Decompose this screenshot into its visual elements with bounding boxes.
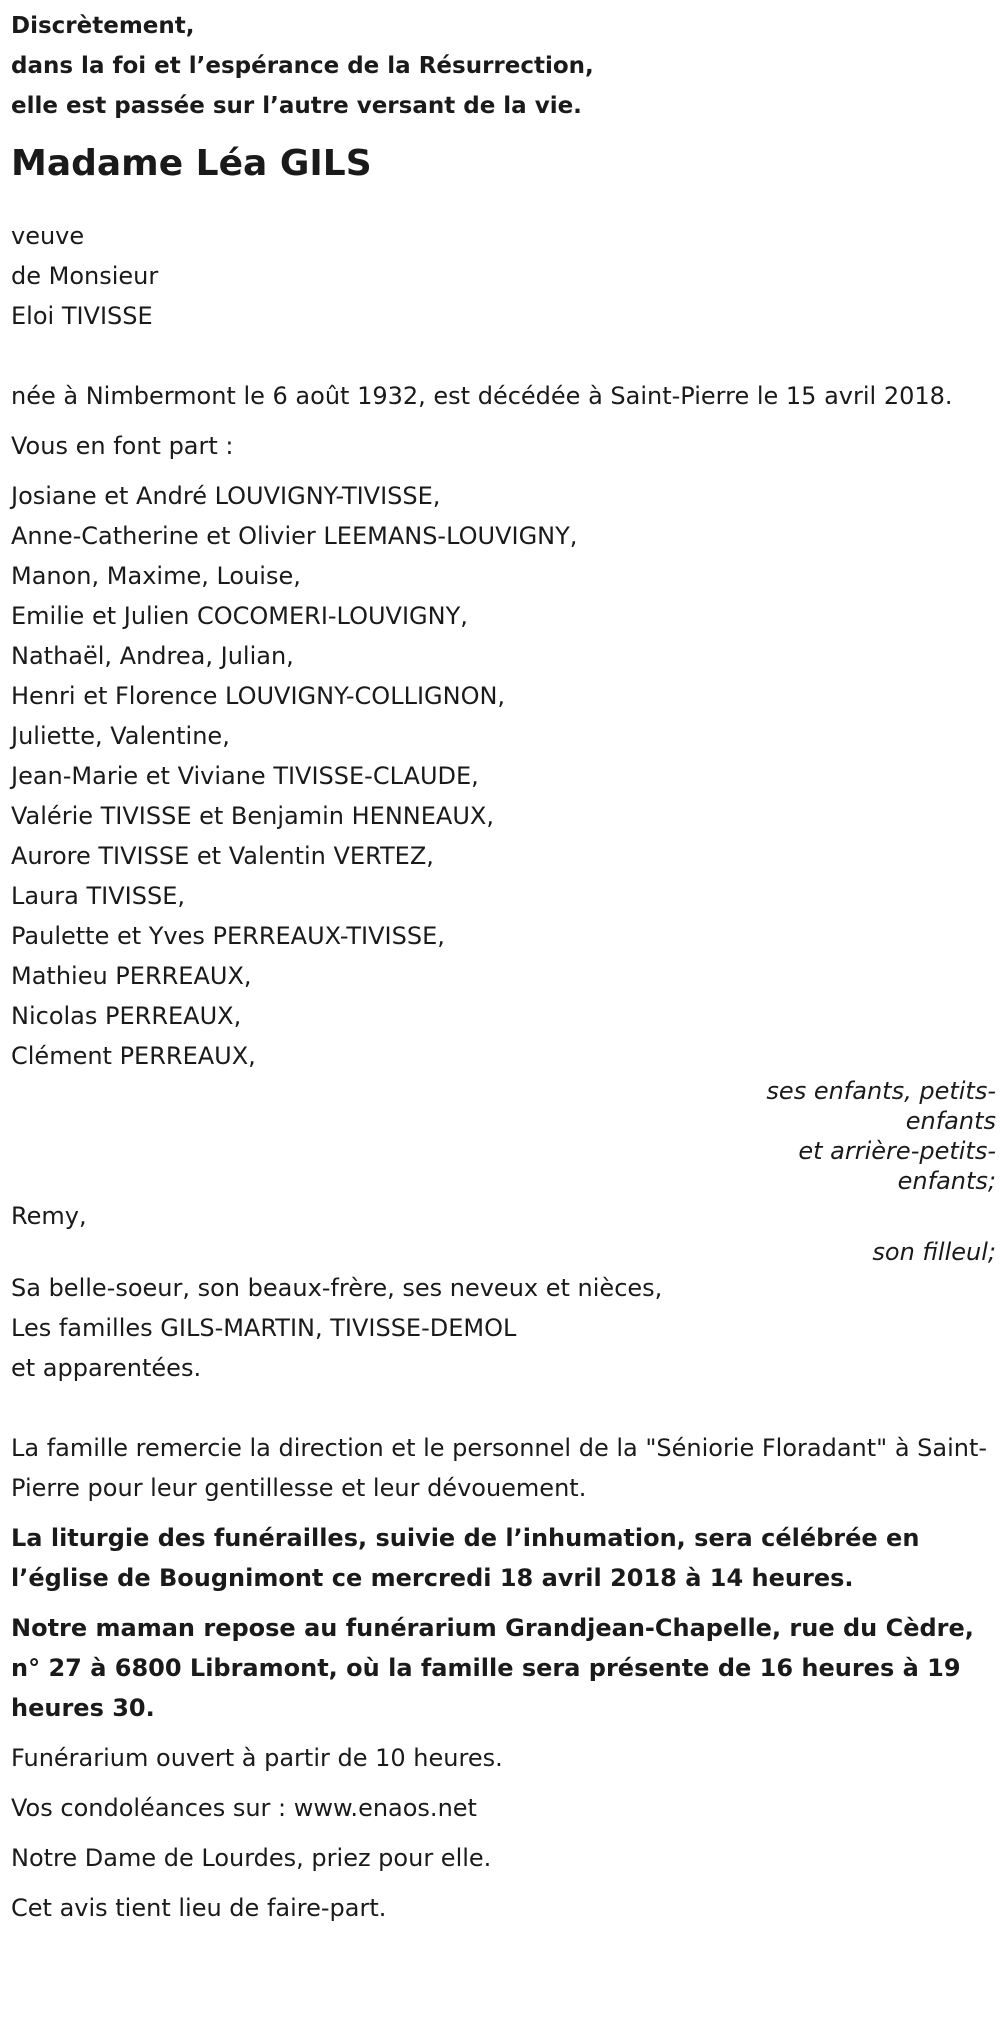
thanks-text: La famille remercie la direction et le personnel de la "Séniorie Floradant" à Saint-Pierre pour leur gentillesse et leur dévouement. (11, 1434, 988, 1502)
role-line: enfants; (897, 1167, 996, 1195)
family-member: Manon, Maxime, Louise, (11, 562, 301, 590)
spouse-block (11, 216, 996, 336)
family-list (11, 476, 996, 1076)
relatives-line: et apparentées. (11, 1354, 202, 1382)
relatives-line: Les familles GILS-MARTIN, TIVISSE-DEMOL (11, 1314, 517, 1342)
family-member: Emilie et Julien COCOMERI-LOUVIGNY, (11, 602, 468, 630)
intro-line: elle est passée sur l’autre versant de la vie. (11, 93, 582, 119)
family-member: Josiane et André LOUVIGNY-TIVISSE, (11, 482, 441, 510)
family-role-note (11, 1076, 996, 1196)
spouse-line: de Monsieur (11, 262, 159, 290)
spouse-line: veuve (11, 222, 85, 250)
intro-line: Discrètement, (11, 13, 195, 39)
birth-death-text: née à Nimbermont le 6 août 1932, est décédée à Saint-Pierre le 15 avril 2018. (11, 382, 953, 410)
godson-name: Remy, (11, 1202, 87, 1230)
godson-role: son filleul; (872, 1238, 996, 1266)
role-line: enfants (905, 1107, 996, 1135)
family-member: Paulette et Yves PERREAUX-TIVISSE, (11, 922, 445, 950)
condolences-text: Vos condoléances sur : www.enaos.net (11, 1794, 477, 1822)
opening-hours-text: Funérarium ouvert à partir de 10 heures. (11, 1744, 503, 1772)
spouse-line: Eloi TIVISSE (11, 302, 153, 330)
liturgy-text: La liturgie des funérailles, suivie de l’inhumation, sera célébrée en l’église de Bougnimont ce mercredi 18 avril 2018 à 14 heures. (11, 1524, 920, 1592)
funerarium-text: Notre maman repose au funérarium Grandjean-Chapelle, rue du Cèdre, n° 27 à 6800 Libramont, où la famille sera présente de 16 heures à 19 heures 30. (11, 1614, 974, 1722)
relatives-line: Sa belle-soeur, son beaux-frère, ses neveux et nièces, (11, 1274, 663, 1302)
intro-text (11, 0, 996, 126)
family-member: Nathaël, Andrea, Julian, (11, 642, 294, 670)
announce-text: Vous en font part : (11, 432, 234, 460)
relatives-block (11, 1268, 996, 1388)
family-member: Laura TIVISSE, (11, 882, 185, 910)
family-member: Jean-Marie et Viviane TIVISSE-CLAUDE, (11, 762, 479, 790)
family-member: Aurore TIVISSE et Valentin VERTEZ, (11, 842, 434, 870)
intro-line: dans la foi et l’espérance de la Résurrection, (11, 53, 594, 79)
prayer-text: Notre Dame de Lourdes, priez pour elle. (11, 1844, 492, 1872)
family-member: Anne-Catherine et Olivier LEEMANS-LOUVIGNY, (11, 522, 578, 550)
role-line: ses enfants, petits- (766, 1077, 996, 1105)
family-member: Valérie TIVISSE et Benjamin HENNEAUX, (11, 802, 494, 830)
family-member: Nicolas PERREAUX, (11, 1002, 242, 1030)
obituary-notice (11, 0, 996, 1928)
deceased-name: Madame Léa GILS (11, 143, 372, 184)
closing-text: Cet avis tient lieu de faire-part. (11, 1894, 387, 1922)
family-member: Juliette, Valentine, (11, 722, 230, 750)
family-member: Henri et Florence LOUVIGNY-COLLIGNON, (11, 682, 506, 710)
role-line: et arrière-petits- (798, 1137, 996, 1165)
family-member: Clément PERREAUX, (11, 1042, 256, 1070)
godson-row (11, 1196, 996, 1268)
family-member: Mathieu PERREAUX, (11, 962, 252, 990)
